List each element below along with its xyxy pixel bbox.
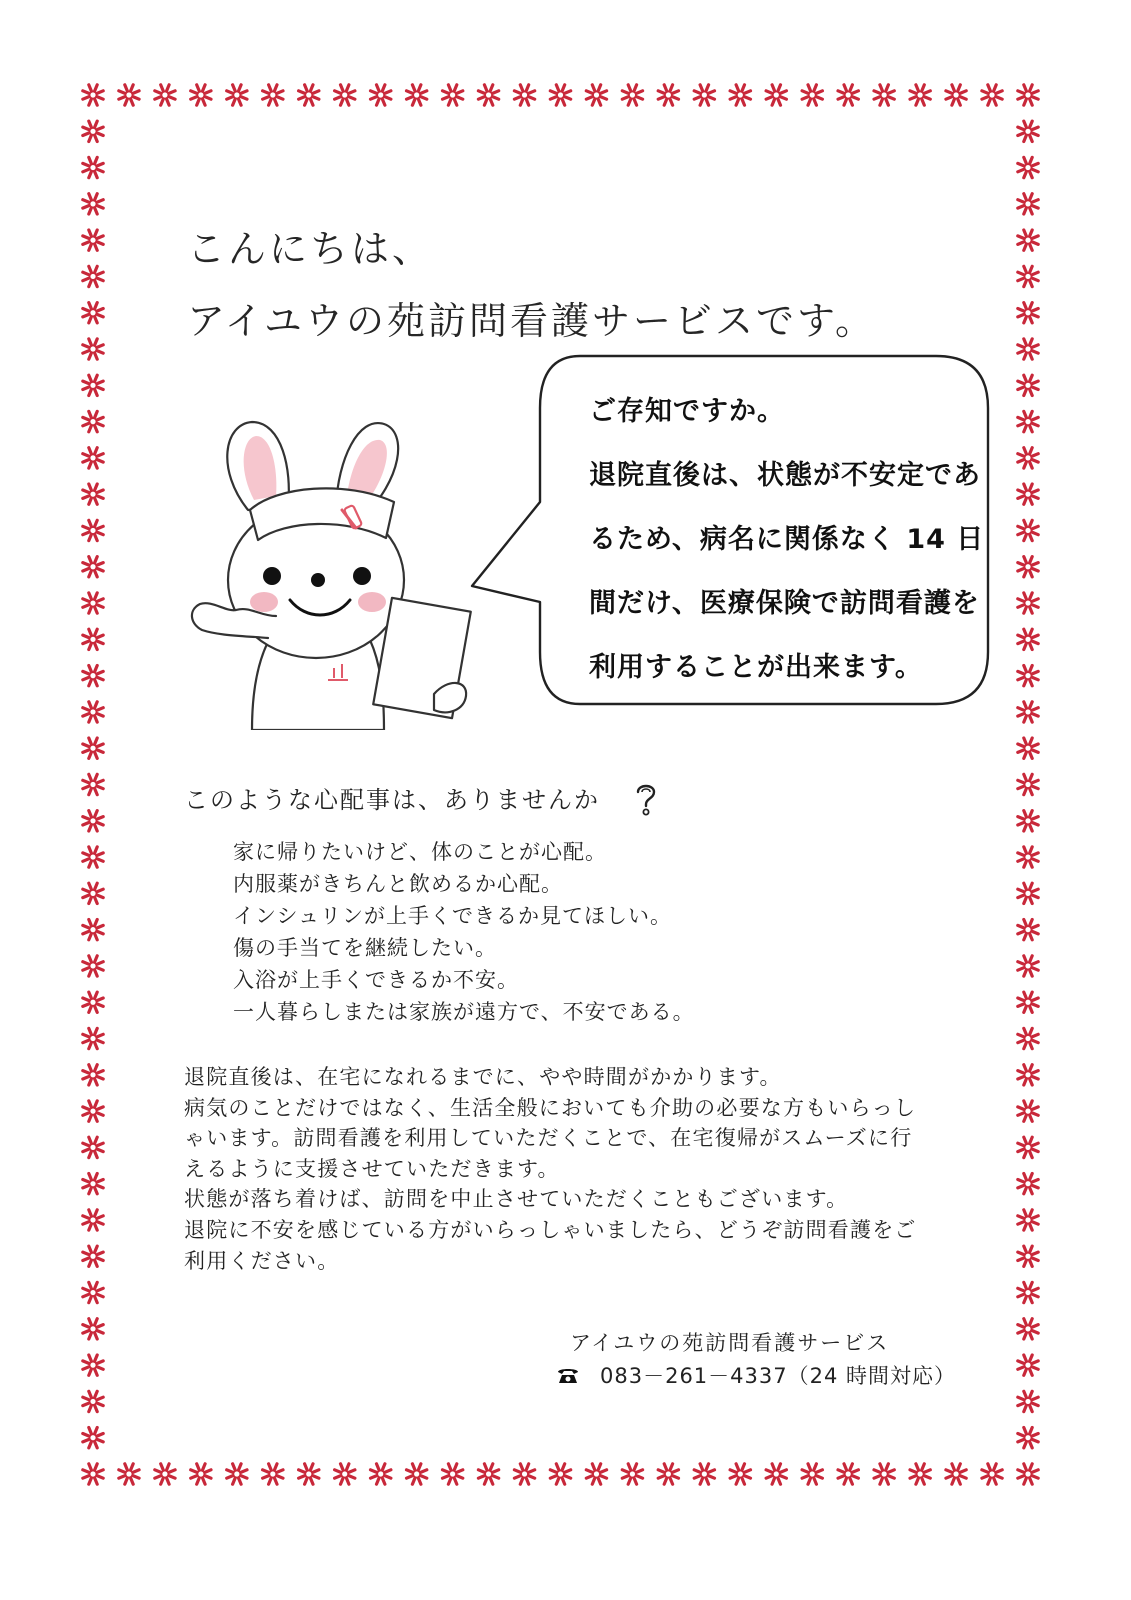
border-ornament: [83, 666, 103, 686]
phone-number: 083－261－4337（24 時間対応）: [600, 1364, 957, 1388]
bubble-line: 利用することが出来ます。: [589, 652, 923, 683]
border-ornament: [83, 1210, 103, 1230]
border-ornament: [299, 1464, 319, 1484]
border-ornament: [83, 1428, 103, 1448]
border-ornament: [1018, 520, 1038, 540]
border-ornament: [83, 484, 103, 504]
body-line: 状態が落ち着けば、訪問を中止させていただくこともございます。: [184, 1187, 849, 1212]
body-line: 利用ください。: [184, 1248, 340, 1273]
border-ornament: [83, 1246, 103, 1266]
bubble-line: 間だけ、医療保険で訪問看護を: [589, 588, 980, 619]
concerns-title: [184, 780, 660, 816]
border-ornament: [83, 1464, 103, 1484]
border-ornament: [83, 411, 103, 431]
border-ornament: [83, 1028, 103, 1048]
border-ornament: [83, 1137, 103, 1157]
border-ornament: [83, 230, 103, 250]
border-ornament: [299, 85, 319, 105]
border-ornament: [83, 520, 103, 540]
border-ornament: [83, 85, 103, 105]
concerns-title-text: このような心配事は、ありませんか: [184, 786, 600, 814]
body-line: 退院に不安を感じている方がいらっしゃいましたら、どうぞ訪問看護をご: [184, 1217, 917, 1242]
body-line: えるように支援させていただきます。: [184, 1156, 560, 1181]
list-item: 傷の手当てを継続したい。: [233, 936, 497, 960]
border-ornament: [227, 85, 247, 105]
border-ornament: [83, 303, 103, 323]
list-item: 入浴が上手くできるか不安。: [233, 968, 519, 992]
border-ornament: [407, 85, 427, 105]
border-ornament: [1018, 230, 1038, 250]
border-ornament: [155, 85, 175, 105]
border-ornament: [155, 1464, 175, 1484]
border-ornament: [119, 1464, 139, 1484]
border-ornament: [874, 85, 894, 105]
body-line: ゃいます。訪問看護を利用していただくことで、在宅復帰がスムーズに行: [184, 1126, 913, 1151]
border-ornament: [263, 85, 283, 105]
border-ornament: [83, 1355, 103, 1375]
border-ornament: [658, 1464, 678, 1484]
border-ornament: [83, 557, 103, 577]
border-ornament: [1018, 339, 1038, 359]
border-ornament: [83, 593, 103, 613]
body-line: 退院直後は、在宅になれるまでに、やや時間がかかります。: [184, 1065, 782, 1089]
border-ornament: [83, 157, 103, 177]
speech-bubble-text: [589, 380, 989, 700]
border-ornament: [910, 85, 930, 105]
border-ornament: [730, 85, 750, 105]
border-ornament: [1018, 303, 1038, 323]
border-ornament: [83, 956, 103, 976]
border-ornament: [1018, 194, 1038, 214]
border-ornament: [658, 85, 678, 105]
border-ornament: [83, 375, 103, 395]
border-ornament: [1018, 484, 1038, 504]
border-ornament: [1018, 157, 1038, 177]
border-ornament: [622, 85, 642, 105]
border-ornament: [910, 1464, 930, 1484]
border-ornament: [1018, 1282, 1038, 1302]
rabbit-nurse-icon: [186, 410, 506, 730]
border-ornament: [443, 1464, 463, 1484]
border-ornament: [83, 1391, 103, 1411]
border-ornament: [1018, 1246, 1038, 1266]
border-ornament: [586, 1464, 606, 1484]
border-ornament: [1018, 85, 1038, 105]
border-ornament: [83, 121, 103, 141]
border-ornament: [550, 1464, 570, 1484]
border-ornament: [514, 1464, 534, 1484]
body-line: 病気のことだけではなく、生活全般においても介助の必要な方もいらっし: [184, 1095, 917, 1120]
border-ornament: [1018, 1101, 1038, 1121]
border-ornament: [946, 1464, 966, 1484]
border-ornament: [83, 448, 103, 468]
border-ornament: [191, 85, 211, 105]
border-ornament: [514, 85, 534, 105]
border-ornament: [982, 85, 1002, 105]
border-ornament: [83, 629, 103, 649]
border-ornament: [335, 85, 355, 105]
body-paragraph: [184, 1062, 917, 1276]
border-ornament: [1018, 1174, 1038, 1194]
border-ornament: [119, 85, 139, 105]
border-ornament: [1018, 920, 1038, 940]
border-ornament: [191, 1464, 211, 1484]
border-ornament: [586, 85, 606, 105]
list-item: 内服薬がきちんと飲めるか心配。: [233, 872, 563, 896]
list-item: 家に帰りたいけど、体のことが心配。: [233, 840, 607, 864]
border-ornament: [335, 1464, 355, 1484]
border-ornament: [83, 702, 103, 722]
bubble-line: 退院直後は、状態が不安定であ: [589, 460, 981, 491]
border-ornament: [766, 85, 786, 105]
border-ornament: [83, 266, 103, 286]
border-ornament: [407, 1464, 427, 1484]
bubble-line: ご存知ですか。: [589, 396, 785, 427]
border-ornament: [83, 811, 103, 831]
border-ornament: [1018, 1428, 1038, 1448]
border-ornament: [694, 85, 714, 105]
border-ornament: [1018, 266, 1038, 286]
list-item: インシュリンが上手くできるか見てほしい。: [233, 904, 673, 928]
concerns-list: [233, 836, 695, 1028]
border-ornament: [622, 1464, 642, 1484]
border-ornament: [1018, 702, 1038, 722]
border-ornament: [1018, 811, 1038, 831]
border-ornament: [982, 1464, 1002, 1484]
border-ornament: [694, 1464, 714, 1484]
border-ornament: [478, 1464, 498, 1484]
border-ornament: [730, 1464, 750, 1484]
border-ornament: [874, 1464, 894, 1484]
phone-line: [556, 1360, 956, 1390]
border-ornament: [1018, 847, 1038, 867]
border-ornament: [802, 85, 822, 105]
border-ornament: [838, 85, 858, 105]
border-ornament: [946, 85, 966, 105]
border-ornament: [83, 992, 103, 1012]
border-ornament: [1018, 1355, 1038, 1375]
border-ornament: [838, 1464, 858, 1484]
border-ornament: [83, 920, 103, 940]
border-ornament: [1018, 774, 1038, 794]
greeting-line-1: こんにちは、: [187, 227, 434, 271]
border-ornament: [371, 85, 391, 105]
border-ornament: [1018, 883, 1038, 903]
bubble-line: るため、病名に関係なく 14 日: [589, 524, 985, 555]
telephone-icon: [556, 1365, 580, 1385]
border-ornament: [83, 738, 103, 758]
border-ornament: [83, 1101, 103, 1121]
border-ornament: [1018, 1028, 1038, 1048]
border-ornament: [83, 1065, 103, 1085]
border-ornament: [550, 85, 570, 105]
border-ornament: [1018, 992, 1038, 1012]
border-ornament: [83, 339, 103, 359]
organization-name: アイユウの苑訪問看護サービス: [570, 1331, 890, 1355]
border-ornament: [83, 1174, 103, 1194]
border-ornament: [1018, 1137, 1038, 1157]
border-ornament: [443, 85, 463, 105]
greeting-line-2: アイユウの苑訪問看護サービスです。: [187, 299, 877, 343]
border-ornament: [766, 1464, 786, 1484]
border-ornament: [1018, 956, 1038, 976]
border-ornament: [1018, 1210, 1038, 1230]
border-ornament: [1018, 629, 1038, 649]
border-ornament: [1018, 593, 1038, 613]
border-ornament: [1018, 375, 1038, 395]
border-ornament: [1018, 1391, 1038, 1411]
border-ornament: [1018, 557, 1038, 577]
border-ornament: [83, 883, 103, 903]
border-ornament: [1018, 1065, 1038, 1085]
border-ornament: [1018, 1319, 1038, 1339]
list-item: 一人暮らしまたは家族が遠方で、不安である。: [233, 1000, 695, 1024]
border-ornament: [1018, 738, 1038, 758]
question-mark-icon: [632, 782, 660, 816]
border-ornament: [83, 1282, 103, 1302]
border-ornament: [478, 85, 498, 105]
border-ornament: [83, 1319, 103, 1339]
border-ornament: [83, 194, 103, 214]
border-ornament: [83, 847, 103, 867]
border-ornament: [1018, 411, 1038, 431]
border-ornament: [371, 1464, 391, 1484]
border-ornament: [1018, 121, 1038, 141]
border-ornament: [227, 1464, 247, 1484]
border-ornament: [802, 1464, 822, 1484]
border-ornament: [1018, 448, 1038, 468]
border-ornament: [1018, 666, 1038, 686]
border-ornament: [263, 1464, 283, 1484]
border-ornament: [83, 774, 103, 794]
border-ornament: [1018, 1464, 1038, 1484]
